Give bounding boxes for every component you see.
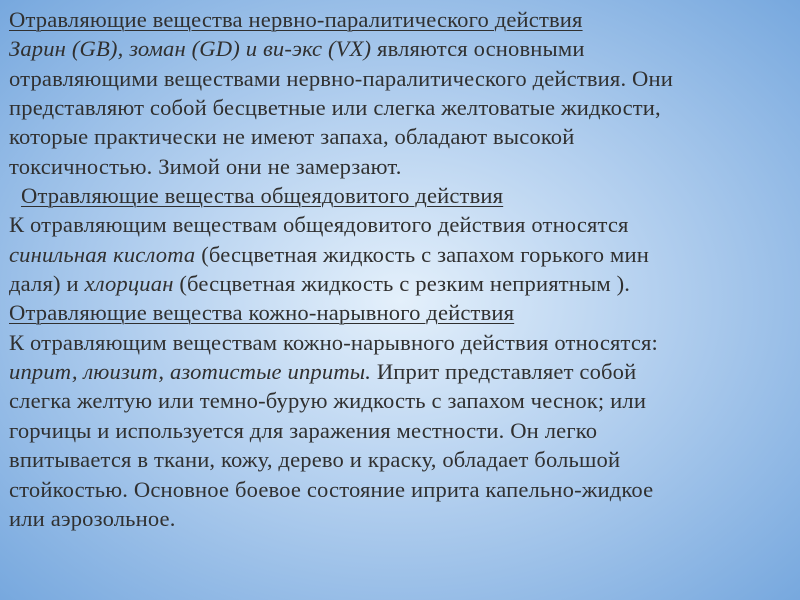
nerve-agents-line-3: представляют собой бесцветные или слегка желтоватые жидкости, (9, 95, 661, 121)
blister-agents-names: иприт, люизит, азотистые иприты. (9, 359, 372, 385)
general-toxic-heading: Отравляющие вещества общеядовитого действия (21, 183, 504, 209)
general-toxic-line-3: даля) и хлорциан (бесцветная жидкость с резким неприятным ). (9, 271, 631, 297)
nerve-agents-heading: Отравляющие вещества нервно-паралитического действия (9, 7, 583, 32)
blister-agents-line-4: горчицы и используется для заражения местности. Он легко (9, 417, 598, 443)
blister-agents-line-7: или аэрозольное. (9, 505, 176, 531)
general-toxic-line-2: синильная кислота (бесцветная жидкость с запахом горького мин (9, 241, 649, 267)
cyanogen-chloride-term: хлорциан (84, 271, 174, 297)
blister-agents-line-1: К отравляющим веществам кожно-нарывного действия относятся: (9, 329, 658, 355)
blister-agents-line-6: стойкостью. Основное боевое состояние иприта капельно-жидкое (9, 476, 654, 502)
blister-agents-heading: Отравляющие вещества кожно-нарывного действия (9, 300, 515, 326)
general-toxic-line-1: К отравляющим веществам общеядовитого действия относятся (9, 212, 629, 238)
nerve-agents-line-5: токсичностью. Зимой они не замерзают. (9, 153, 402, 179)
blister-agents-line-5: впитывается в ткани, кожу, дерево и краску, обладает большой (9, 447, 621, 473)
nerve-agents-line-2: отравляющими веществами нервно-паралитического действия. Они (9, 65, 673, 91)
nerve-agents-line-1: Зарин (GB), зоман (GD) и ви-экс (VX) являются основными (9, 36, 585, 62)
blister-agents-line-3: слегка желтую или темно-бурую жидкость с запахом чеснок; или (9, 388, 647, 414)
hydrocyanic-acid-term: синильная кислота (9, 241, 196, 267)
blister-agents-line-2: иприт, люизит, азотистые иприты. Иприт представляет собой (9, 359, 637, 385)
slide-text (9, 5, 794, 533)
nerve-agents-names: Зарин (GB), зоман (GD) и ви-экс (VX) (9, 36, 372, 62)
nerve-agents-line-4: которые практически не имеют запаха, обладают высокой (9, 124, 575, 150)
